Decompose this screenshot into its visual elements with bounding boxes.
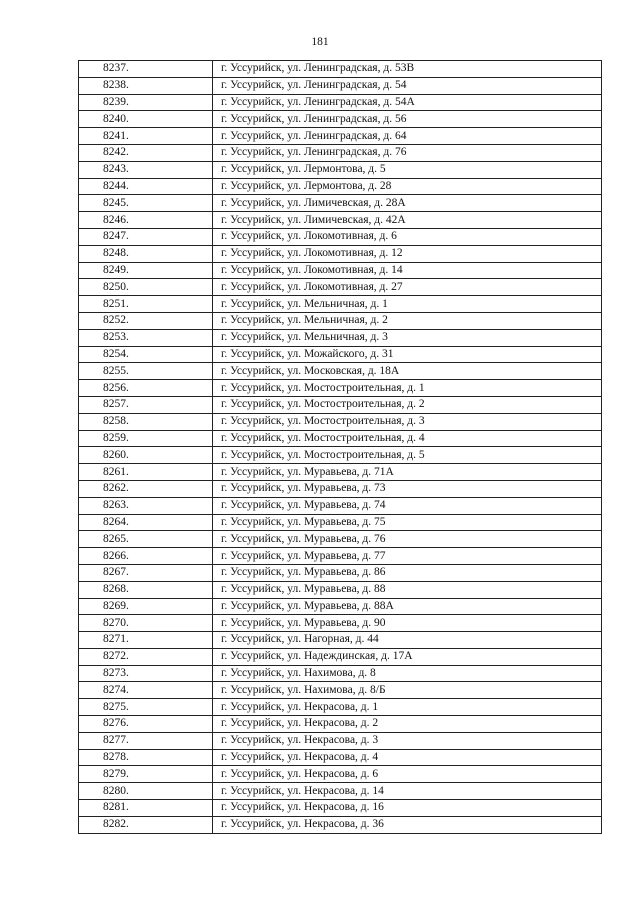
table-row [79, 648, 602, 665]
address-cell: г. Уссурийск, ул. Ленинградская, д. 54 [213, 77, 602, 94]
row-number-cell: 8238. [79, 77, 213, 94]
address-cell: г. Уссурийск, ул. Мостостроительная, д. 4 [213, 430, 602, 447]
row-number-cell: 8282. [79, 816, 213, 833]
table-row [79, 396, 602, 413]
row-number-cell: 8265. [79, 531, 213, 548]
row-number-cell: 8281. [79, 800, 213, 817]
row-number-cell: 8266. [79, 548, 213, 565]
row-number-cell: 8248. [79, 245, 213, 262]
row-number-cell: 8278. [79, 749, 213, 766]
table-row [79, 682, 602, 699]
row-number-cell: 8275. [79, 699, 213, 716]
row-number-cell: 8271. [79, 632, 213, 649]
row-number-cell: 8255. [79, 363, 213, 380]
table-row [79, 480, 602, 497]
address-cell: г. Уссурийск, ул. Муравьева, д. 86 [213, 564, 602, 581]
address-cell: г. Уссурийск, ул. Мостостроительная, д. 3 [213, 413, 602, 430]
row-number-cell: 8280. [79, 783, 213, 800]
address-cell: г. Уссурийск, ул. Некрасова, д. 36 [213, 816, 602, 833]
row-number-cell: 8277. [79, 732, 213, 749]
address-cell: г. Уссурийск, ул. Мостостроительная, д. 1 [213, 380, 602, 397]
row-number-cell: 8258. [79, 413, 213, 430]
table-row [79, 262, 602, 279]
address-cell: г. Уссурийск, ул. Муравьева, д. 76 [213, 531, 602, 548]
row-number-cell: 8250. [79, 279, 213, 296]
address-cell: г. Уссурийск, ул. Мостостроительная, д. 2 [213, 396, 602, 413]
table-row [79, 632, 602, 649]
row-number-cell: 8264. [79, 514, 213, 531]
table-row [79, 816, 602, 833]
row-number-cell: 8268. [79, 581, 213, 598]
row-number-cell: 8242. [79, 144, 213, 161]
address-cell: г. Уссурийск, ул. Муравьева, д. 88А [213, 598, 602, 615]
address-cell: г. Уссурийск, ул. Мельничная, д. 3 [213, 329, 602, 346]
table-row [79, 380, 602, 397]
address-cell: г. Уссурийск, ул. Некрасова, д. 6 [213, 766, 602, 783]
row-number-cell: 8253. [79, 329, 213, 346]
address-cell: г. Уссурийск, ул. Локомотивная, д. 14 [213, 262, 602, 279]
row-number-cell: 8251. [79, 296, 213, 313]
table-row [79, 77, 602, 94]
address-cell: г. Уссурийск, ул. Некрасова, д. 16 [213, 800, 602, 817]
address-cell: г. Уссурийск, ул. Мельничная, д. 2 [213, 312, 602, 329]
address-cell: г. Уссурийск, ул. Мельничная, д. 1 [213, 296, 602, 313]
row-number-cell: 8247. [79, 228, 213, 245]
row-number-cell: 8272. [79, 648, 213, 665]
address-cell: г. Уссурийск, ул. Муравьева, д. 88 [213, 581, 602, 598]
table-row [79, 430, 602, 447]
address-cell: г. Уссурийск, ул. Нагорная, д. 44 [213, 632, 602, 649]
table-row [79, 514, 602, 531]
address-cell: г. Уссурийск, ул. Некрасова, д. 2 [213, 716, 602, 733]
table-row [79, 195, 602, 212]
table-row [79, 783, 602, 800]
row-number-cell: 8267. [79, 564, 213, 581]
address-cell: г. Уссурийск, ул. Локомотивная, д. 27 [213, 279, 602, 296]
table-row [79, 447, 602, 464]
address-cell: г. Уссурийск, ул. Ленинградская, д. 54А [213, 94, 602, 111]
row-number-cell: 8237. [79, 61, 213, 78]
row-number-cell: 8244. [79, 178, 213, 195]
table-row [79, 312, 602, 329]
row-number-cell: 8274. [79, 682, 213, 699]
table-row [79, 144, 602, 161]
table-row [79, 228, 602, 245]
address-cell: г. Уссурийск, ул. Некрасова, д. 3 [213, 732, 602, 749]
table-row [79, 464, 602, 481]
table-row [79, 749, 602, 766]
address-cell: г. Уссурийск, ул. Муравьева, д. 71А [213, 464, 602, 481]
row-number-cell: 8243. [79, 161, 213, 178]
row-number-cell: 8261. [79, 464, 213, 481]
table-row [79, 61, 602, 78]
table-row [79, 111, 602, 128]
table-row [79, 296, 602, 313]
table-row [79, 732, 602, 749]
table-row [79, 800, 602, 817]
address-cell: г. Уссурийск, ул. Некрасова, д. 4 [213, 749, 602, 766]
table-row [79, 531, 602, 548]
table-row [79, 598, 602, 615]
address-cell: г. Уссурийск, ул. Ленинградская, д. 64 [213, 128, 602, 145]
table-row [79, 564, 602, 581]
table-row [79, 615, 602, 632]
address-cell: г. Уссурийск, ул. Лимичевская, д. 28А [213, 195, 602, 212]
table-row [79, 699, 602, 716]
table-row [79, 128, 602, 145]
address-cell: г. Уссурийск, ул. Московская, д. 18А [213, 363, 602, 380]
address-cell: г. Уссурийск, ул. Муравьева, д. 75 [213, 514, 602, 531]
row-number-cell: 8239. [79, 94, 213, 111]
table-row [79, 665, 602, 682]
table-row [79, 346, 602, 363]
table-row [79, 716, 602, 733]
row-number-cell: 8240. [79, 111, 213, 128]
address-table [78, 60, 602, 834]
address-cell: г. Уссурийск, ул. Некрасова, д. 14 [213, 783, 602, 800]
table-row [79, 548, 602, 565]
row-number-cell: 8273. [79, 665, 213, 682]
table-row [79, 766, 602, 783]
address-cell: г. Уссурийск, ул. Ленинградская, д. 56 [213, 111, 602, 128]
table-body [79, 61, 602, 834]
table-row [79, 178, 602, 195]
row-number-cell: 8263. [79, 497, 213, 514]
row-number-cell: 8279. [79, 766, 213, 783]
address-cell: г. Уссурийск, ул. Муравьева, д. 77 [213, 548, 602, 565]
table-row [79, 497, 602, 514]
address-cell: г. Уссурийск, ул. Нахимова, д. 8/Б [213, 682, 602, 699]
address-cell: г. Уссурийск, ул. Лермонтова, д. 28 [213, 178, 602, 195]
row-number-cell: 8270. [79, 615, 213, 632]
table-row [79, 161, 602, 178]
row-number-cell: 8241. [79, 128, 213, 145]
address-cell: г. Уссурийск, ул. Локомотивная, д. 6 [213, 228, 602, 245]
table-row [79, 212, 602, 229]
row-number-cell: 8249. [79, 262, 213, 279]
table-row [79, 581, 602, 598]
row-number-cell: 8256. [79, 380, 213, 397]
address-cell: г. Уссурийск, ул. Мостостроительная, д. 5 [213, 447, 602, 464]
table-row [79, 94, 602, 111]
row-number-cell: 8269. [79, 598, 213, 615]
table-row [79, 245, 602, 262]
table-row [79, 329, 602, 346]
address-cell: г. Уссурийск, ул. Можайского, д. 31 [213, 346, 602, 363]
row-number-cell: 8246. [79, 212, 213, 229]
row-number-cell: 8257. [79, 396, 213, 413]
address-cell: г. Уссурийск, ул. Муравьева, д. 90 [213, 615, 602, 632]
row-number-cell: 8262. [79, 480, 213, 497]
table-row [79, 279, 602, 296]
address-cell: г. Уссурийск, ул. Ленинградская, д. 76 [213, 144, 602, 161]
address-cell: г. Уссурийск, ул. Муравьева, д. 73 [213, 480, 602, 497]
address-cell: г. Уссурийск, ул. Ленинградская, д. 53В [213, 61, 602, 78]
table-row [79, 363, 602, 380]
address-cell: г. Уссурийск, ул. Локомотивная, д. 12 [213, 245, 602, 262]
row-number-cell: 8252. [79, 312, 213, 329]
address-cell: г. Уссурийск, ул. Лимичевская, д. 42А [213, 212, 602, 229]
row-number-cell: 8259. [79, 430, 213, 447]
row-number-cell: 8276. [79, 716, 213, 733]
page-number: 181 [311, 36, 329, 48]
table-row [79, 413, 602, 430]
address-cell: г. Уссурийск, ул. Муравьева, д. 74 [213, 497, 602, 514]
address-cell: г. Уссурийск, ул. Нахимова, д. 8 [213, 665, 602, 682]
address-cell: г. Уссурийск, ул. Некрасова, д. 1 [213, 699, 602, 716]
row-number-cell: 8254. [79, 346, 213, 363]
row-number-cell: 8260. [79, 447, 213, 464]
address-cell: г. Уссурийск, ул. Надеждинская, д. 17А [213, 648, 602, 665]
address-cell: г. Уссурийск, ул. Лермонтова, д. 5 [213, 161, 602, 178]
row-number-cell: 8245. [79, 195, 213, 212]
